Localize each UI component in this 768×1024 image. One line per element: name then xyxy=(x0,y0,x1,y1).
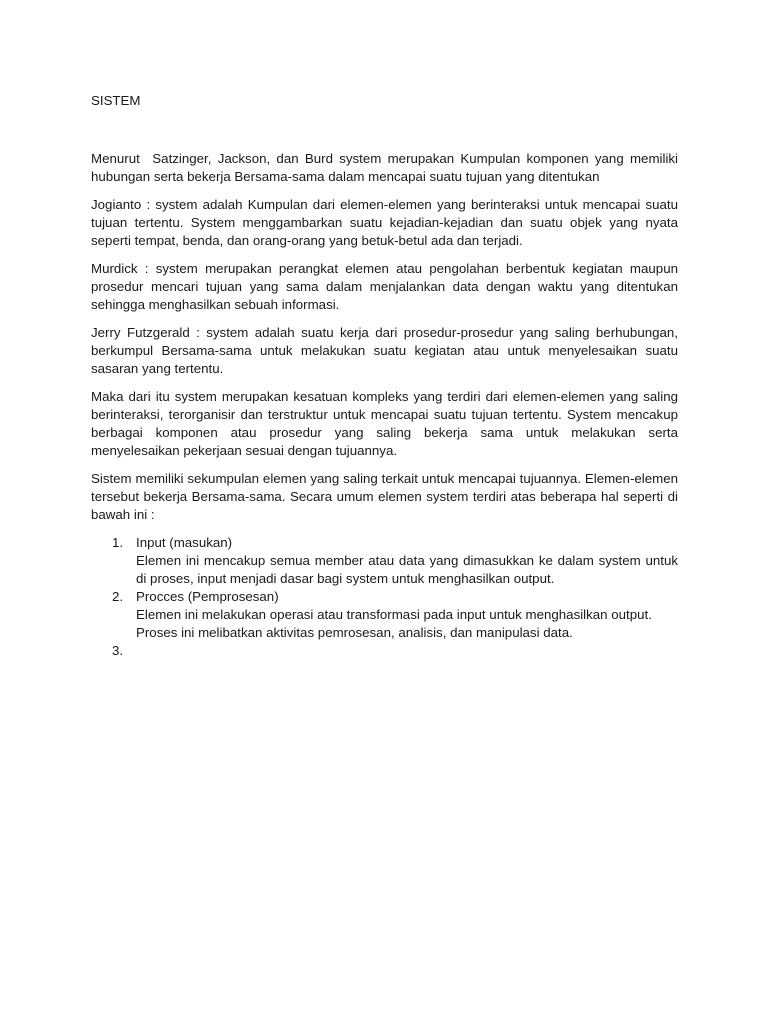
paragraph-futzgerald: Jerry Futzgerald : system adalah suatu kerja dari prosedur-prosedur yang saling berhubungan, berkumpul Bersama-sama untuk melakukan suatu kegiatan atau untuk menyelesaikan suatu sasaran yang tertentu. xyxy=(91,325,682,376)
list-number: 2. xyxy=(112,589,124,604)
paragraph-elements-intro: Sistem memiliki sekumpulan elemen yang saling terkait untuk mencapai tujuannya. Elemen-elemen tersebut bekerja Bersama-sama. Secara umum elemen system terdiri atas beberapa hal seperti di bawah ini : xyxy=(91,471,682,522)
list-number: 1. xyxy=(112,535,124,550)
paragraph-satzinger: Menurut Satzinger, Jackson, dan Burd system merupakan Kumpulan komponen yang memiliki hubungan serta bekerja Bersama-sama dalam mencapai suatu tujuan yang ditentukan xyxy=(91,151,682,184)
list-item xyxy=(91,588,678,642)
document-body xyxy=(91,92,682,660)
list-item xyxy=(91,534,682,588)
list-item xyxy=(91,642,678,660)
list-number: 3. xyxy=(112,643,124,658)
list-item-title xyxy=(136,642,678,660)
paragraph-jogianto: Jogianto : system adalah Kumpulan dari elemen-elemen yang berinteraksi untuk mencapai suatu tujuan tertentu. System menggambarkan suatu kejadian-kejadian dan suatu objek yang nyata seperti tempat, benda, dan orang-orang yang betuk-betul ada dan terjadi. xyxy=(91,197,682,248)
paragraph-murdick: Murdick : system merupakan perangkat elemen atau pengolahan berbentuk kegiatan maupun prosedur mencari tujuan yang sama dalam menjalankan data dengan waktu yang ditentukan sehingga menghasilkan sebuah informasi. xyxy=(91,261,682,312)
list-item-description: Elemen ini mencakup semua member atau data yang dimasukkan ke dalam system untuk di proses, input menjadi dasar bagi system untuk menghasilkan output. xyxy=(136,553,682,586)
paragraph-conclusion: Maka dari itu system merupakan kesatuan kompleks yang terdiri dari elemen-elemen yang saling berinteraksi, terorganisir dan terstruktur untuk mencapai suatu tujuan tertentu. System mencakup berbagai komponen atau prosedur yang saling bekerja sama untuk melakukan serta menyelesaikan pekerjaan sesuai dengan tujuannya. xyxy=(91,389,682,458)
elements-list xyxy=(91,534,682,660)
list-item-description: Elemen ini melakukan operasi atau transformasi pada input untuk menghasilkan output. Proses ini melibatkan aktivitas pemrosesan, analisis, dan manipulasi data. xyxy=(136,607,656,640)
document-title: SISTEM xyxy=(91,93,141,108)
list-item-title: Input (masukan) xyxy=(136,535,233,550)
list-item-title: Procces (Pemprosesan) xyxy=(136,589,279,604)
